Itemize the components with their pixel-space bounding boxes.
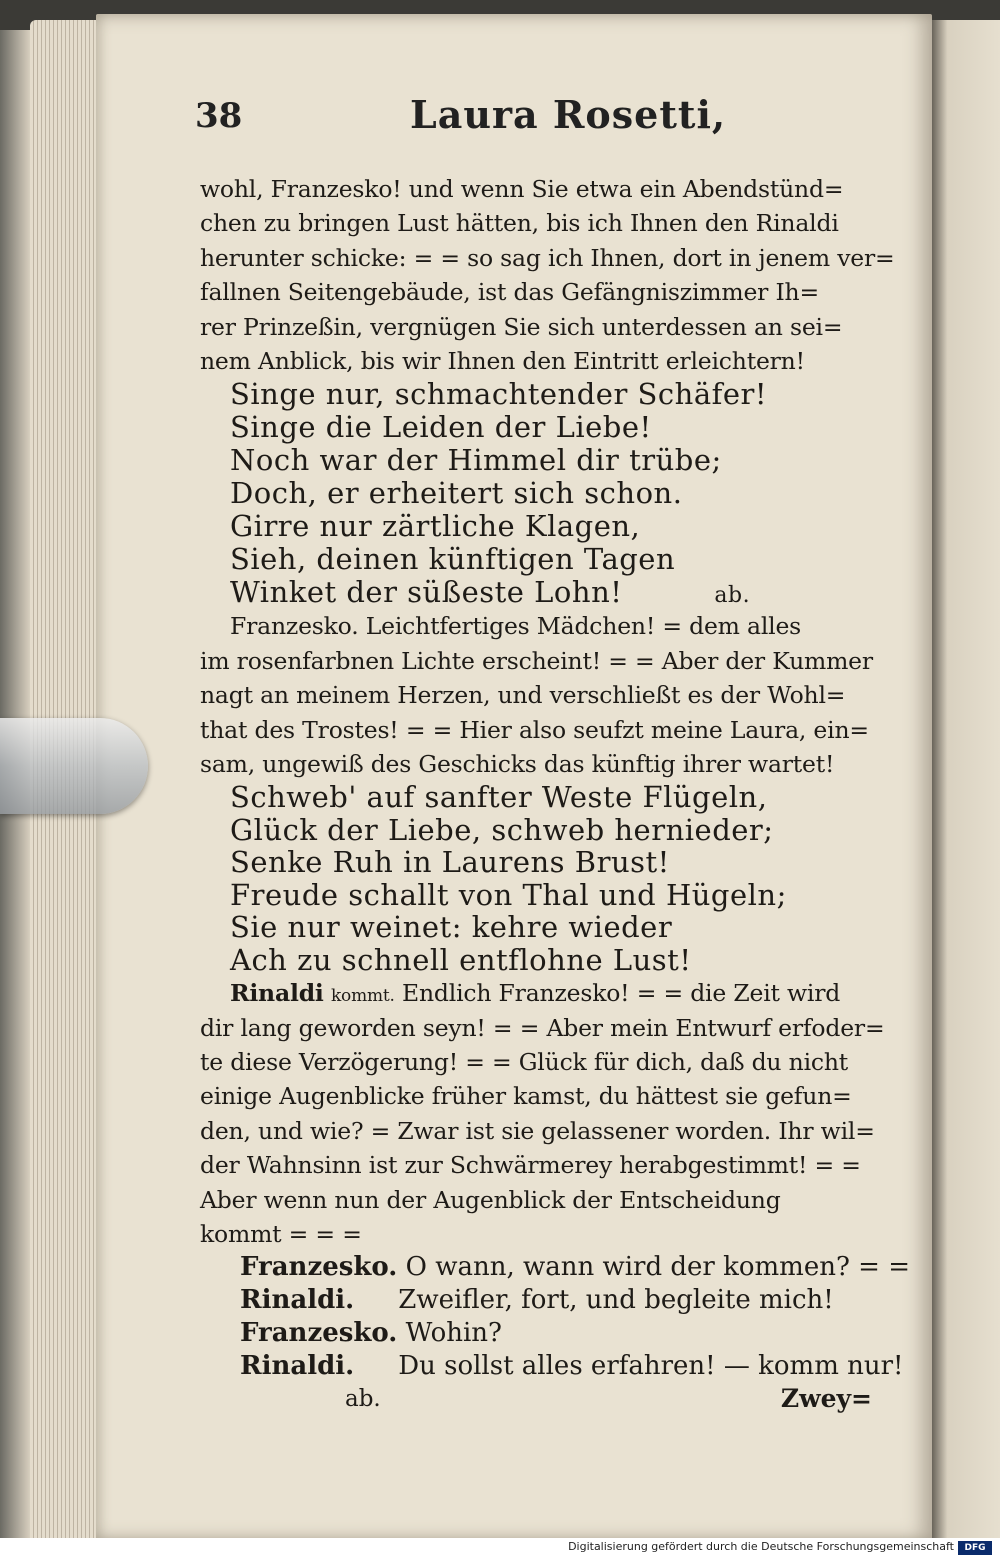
prose-paragraph-1 [200, 172, 895, 378]
dialogue-text: Zweifler, fort, und begleite mich! [398, 1285, 834, 1316]
verse-line: Sieh, deinen künftigen Tagen [230, 542, 676, 577]
verse-line-text: Winket der süßeste Lohn! [230, 575, 623, 610]
text-line: nem Anblick, bis wir Ihnen den Eintritt erleichtern! [200, 346, 805, 375]
text-line: einige Augenblicke früher kamst, du hättest sie gefun= [200, 1082, 852, 1111]
running-title: Laura Rosetti, [410, 92, 727, 137]
text-line: den, und wie? = Zwar ist sie gelassener worden. Ihr wil= [200, 1116, 875, 1145]
dialogue-text: Wohin? [405, 1318, 502, 1349]
verse-line: Schweb' auf sanfter Weste Flügeln, [230, 780, 768, 815]
text-line: that des Trostes! = = Hier also seufzt meine Laura, ein= [200, 715, 869, 744]
speaker-name: Rinaldi. [240, 1285, 355, 1316]
verse-line: Singe die Leiden der Liebe! [230, 410, 652, 445]
facing-page-edge [930, 20, 1000, 1540]
verse-line: Sie nur weinet: kehre wieder [230, 910, 673, 945]
text-line: te diese Verzögerung! = = Glück für dich, daß du nicht [200, 1048, 849, 1077]
prose-paragraph-2 [200, 609, 880, 781]
verse-line: Ach zu schnell entflohne Lust! [230, 942, 692, 977]
verse-line-last [200, 576, 880, 609]
text-line: der Wahnsinn ist zur Schwärmerey herabgestimmt! = = [200, 1151, 861, 1180]
text-line: Franzesko. Leichtfertiges Mädchen! = dem alles [230, 612, 802, 641]
speaker-name: Franzesko. [240, 1318, 398, 1349]
digitization-credit-bar [0, 1538, 1000, 1558]
verse-line: Girre nur zärtliche Klagen, [230, 509, 641, 544]
speaker-name: Rinaldi. [240, 1351, 355, 1382]
dialogue-line [200, 1251, 911, 1284]
verse-line: Noch war der Himmel dir trübe; [230, 443, 722, 478]
page-holder-clip [0, 718, 148, 814]
credit-text: Digitalisierung gefördert durch die Deutsche Forschungsgemeinschaft [568, 1540, 954, 1553]
verse-line: Singe nur, schmachtender Schäfer! [230, 377, 768, 412]
text-line: herunter schicke: = = so sag ich Ihnen, dort in jenem ver= [200, 243, 895, 272]
song-2 [200, 781, 880, 976]
page-header [195, 92, 885, 142]
dialogue-text: O wann, wann wird der kommen? = = [405, 1252, 911, 1283]
dialogue-line [200, 1284, 880, 1317]
stage-direction: kommt. [330, 986, 395, 1007]
verse-line: Doch, er erheitert sich schon. [230, 476, 683, 511]
speaker-name: Rinaldi [230, 979, 324, 1008]
speech-text: Endlich Franzesko! = = die Zeit wird [402, 979, 841, 1008]
text-line: sam, ungewiß des Geschicks das künftig ihrer wartet! [200, 749, 835, 778]
page-number: 38 [195, 96, 243, 136]
verse-line: Glück der Liebe, schweb hernieder; [230, 812, 774, 847]
dialogue-line [200, 1350, 904, 1383]
page-body [200, 172, 911, 1415]
text-line: nagt an meinem Herzen, und verschließt es der Wohl= [200, 681, 846, 710]
speaker-name: Franzesko. [240, 1252, 398, 1283]
text-line: kommt = = = [200, 1220, 362, 1249]
verse-line: Freude schallt von Thal und Hügeln; [230, 877, 787, 912]
rinaldi-speech [200, 976, 885, 1251]
page-footer [200, 1383, 880, 1415]
verse-line: Senke Ruh in Laurens Brust! [230, 845, 670, 880]
dialogue-exchange [200, 1251, 911, 1383]
song-1 [200, 378, 880, 609]
text-line: Aber wenn nun der Augenblick der Entscheidung [200, 1185, 781, 1214]
text-line: im rosenfarbnen Lichte erscheint! = = Aber der Kummer [200, 646, 873, 675]
dialogue-line [200, 1317, 880, 1350]
text-line: wohl, Franzesko! und wenn Sie etwa ein Abendstünd= [200, 175, 844, 203]
exit-note: ab. [714, 583, 751, 609]
text-line: rer Prinzeßin, vergnügen Sie sich unterdessen an sei= [200, 312, 843, 341]
dfg-logo-icon: DFG [958, 1541, 992, 1555]
text-line: chen zu bringen Lust hätten, bis ich Ihnen den Rinaldi [200, 209, 839, 238]
speech-first-line [200, 976, 880, 1010]
text-line: dir lang geworden seyn! = = Aber mein Entwurf erfoder= [200, 1013, 885, 1042]
exit-note: ab. [345, 1386, 381, 1413]
text-line: fallnen Seitengebäude, ist das Gefängniszimmer Ih= [200, 278, 819, 307]
dialogue-text: Du sollst alles erfahren! — komm nur! [398, 1351, 904, 1382]
catchword: Zwey= [780, 1384, 872, 1414]
